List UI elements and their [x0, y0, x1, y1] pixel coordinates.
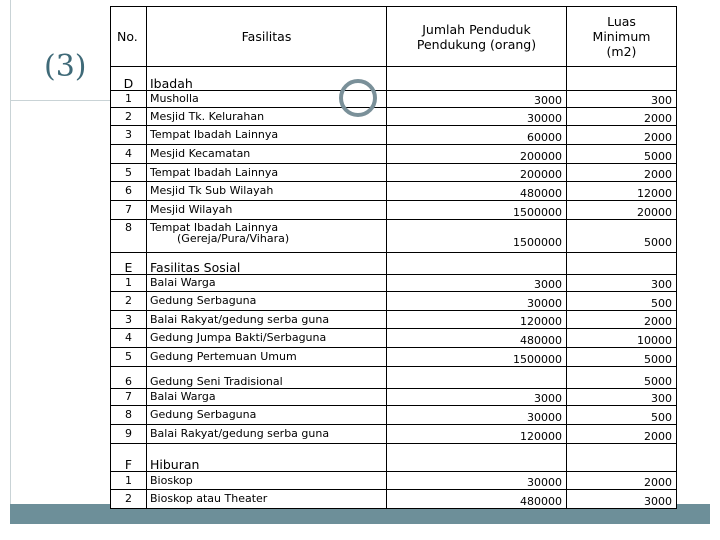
table-row	[111, 329, 677, 348]
table-row	[111, 164, 677, 182]
table-row	[111, 490, 677, 509]
row-name: Tempat Ibadah Lainnya	[147, 126, 387, 145]
row-area: 500	[567, 406, 677, 425]
row-no: 6	[111, 182, 147, 201]
row-population: 1500000	[387, 348, 567, 367]
row-population: 30000	[387, 108, 567, 126]
table-row	[111, 201, 677, 220]
section-title: Ibadah	[147, 67, 387, 91]
row-name: Bioskop	[147, 472, 387, 490]
section-row	[111, 444, 677, 472]
left-rule	[10, 0, 11, 504]
row-area: 2000	[567, 425, 677, 444]
row-area: 5000	[567, 348, 677, 367]
row-name-line2: (Gereja/Pura/Vihara)	[177, 232, 290, 245]
row-name: Mesjid Kecamatan	[147, 145, 387, 164]
table-row	[111, 348, 677, 367]
row-population: 60000	[387, 126, 567, 145]
row-population	[387, 367, 567, 389]
header-row	[111, 7, 677, 67]
slide-number: (3)	[44, 49, 87, 84]
empty-cell	[387, 444, 567, 472]
row-area: 5000	[567, 220, 677, 253]
section-title: Hiburan	[147, 444, 387, 472]
row-name: Gedung Serbaguna	[147, 406, 387, 425]
row-population: 30000	[387, 292, 567, 311]
row-name-line1: Tempat Ibadah Lainnya	[150, 221, 279, 234]
row-area: 2000	[567, 472, 677, 490]
header-population-text: Jumlah Penduduk Pendukung (orang)	[416, 21, 537, 52]
row-population: 120000	[387, 311, 567, 329]
table-row	[111, 406, 677, 425]
row-area: 3000	[567, 490, 677, 509]
row-area: 300	[567, 275, 677, 292]
empty-cell	[567, 444, 677, 472]
table-row	[111, 389, 677, 406]
ring-decoration	[339, 79, 377, 117]
row-no: 5	[111, 164, 147, 182]
row-name: Gedung Seni Tradisional	[147, 367, 387, 389]
row-no: 1	[111, 472, 147, 490]
row-area: 2000	[567, 108, 677, 126]
row-population: 1500000	[387, 220, 567, 253]
row-no: 2	[111, 108, 147, 126]
row-name: Gedung Jumpa Bakti/Serbaguna	[147, 329, 387, 348]
row-no: 5	[111, 348, 147, 367]
row-name	[147, 220, 387, 253]
row-no: 8	[111, 220, 147, 253]
table-row	[111, 367, 677, 389]
row-area: 12000	[567, 182, 677, 201]
table-row	[111, 126, 677, 145]
empty-cell	[387, 67, 567, 91]
empty-cell	[387, 253, 567, 275]
row-population: 30000	[387, 406, 567, 425]
row-no: 2	[111, 490, 147, 509]
row-population: 200000	[387, 145, 567, 164]
row-area: 500	[567, 292, 677, 311]
row-name: Mesjid Wilayah	[147, 201, 387, 220]
header-area-text: Luas Minimum (m2)	[592, 14, 651, 59]
row-area: 2000	[567, 164, 677, 182]
section-row	[111, 67, 677, 91]
row-no: 1	[111, 91, 147, 108]
row-no: 3	[111, 126, 147, 145]
row-population: 120000	[387, 425, 567, 444]
row-name: Gedung Pertemuan Umum	[147, 348, 387, 367]
row-name: Balai Warga	[147, 389, 387, 406]
row-no: 1	[111, 275, 147, 292]
row-name: Balai Rakyat/gedung serba guna	[147, 425, 387, 444]
table-row	[111, 91, 677, 108]
row-area: 5000	[567, 367, 677, 389]
row-population: 3000	[387, 389, 567, 406]
header-area	[567, 7, 677, 67]
row-name: Bioskop atau Theater	[147, 490, 387, 509]
row-population: 200000	[387, 164, 567, 182]
table-row	[111, 292, 677, 311]
row-name: Musholla	[147, 91, 387, 108]
row-no: 2	[111, 292, 147, 311]
section-row	[111, 253, 677, 275]
section-code: D	[111, 67, 147, 91]
table-row	[111, 182, 677, 201]
facility-table	[110, 6, 677, 509]
row-area: 2000	[567, 311, 677, 329]
row-name: Balai Warga	[147, 275, 387, 292]
row-no: 4	[111, 329, 147, 348]
row-no: 3	[111, 311, 147, 329]
table-row	[111, 145, 677, 164]
row-population: 3000	[387, 275, 567, 292]
row-name: Balai Rakyat/gedung serba guna	[147, 311, 387, 329]
section-title: Fasilitas Sosial	[147, 253, 387, 275]
row-no: 8	[111, 406, 147, 425]
table-row	[111, 275, 677, 292]
row-area: 10000	[567, 329, 677, 348]
left-divider	[10, 100, 110, 101]
header-population	[387, 7, 567, 67]
table-row	[111, 220, 677, 253]
table-row	[111, 472, 677, 490]
row-name: Gedung Serbaguna	[147, 292, 387, 311]
row-area: 300	[567, 389, 677, 406]
row-no: 7	[111, 201, 147, 220]
row-population: 30000	[387, 472, 567, 490]
section-code: E	[111, 253, 147, 275]
empty-cell	[567, 67, 677, 91]
row-population: 480000	[387, 490, 567, 509]
row-no: 6	[111, 367, 147, 389]
row-population: 480000	[387, 182, 567, 201]
row-name: Mesjid Tk. Kelurahan	[147, 108, 387, 126]
row-area: 20000	[567, 201, 677, 220]
header-no: No.	[111, 7, 147, 67]
empty-cell	[567, 253, 677, 275]
row-population: 3000	[387, 91, 567, 108]
row-name: Mesjid Tk Sub Wilayah	[147, 182, 387, 201]
header-facility: Fasilitas	[147, 7, 387, 67]
table-row	[111, 311, 677, 329]
row-no: 9	[111, 425, 147, 444]
row-population: 480000	[387, 329, 567, 348]
table-row	[111, 425, 677, 444]
table-row	[111, 108, 677, 126]
section-code: F	[111, 444, 147, 472]
row-no: 4	[111, 145, 147, 164]
row-population: 1500000	[387, 201, 567, 220]
row-area: 300	[567, 91, 677, 108]
row-area: 2000	[567, 126, 677, 145]
row-no: 7	[111, 389, 147, 406]
row-name: Tempat Ibadah Lainnya	[147, 164, 387, 182]
row-area: 5000	[567, 145, 677, 164]
